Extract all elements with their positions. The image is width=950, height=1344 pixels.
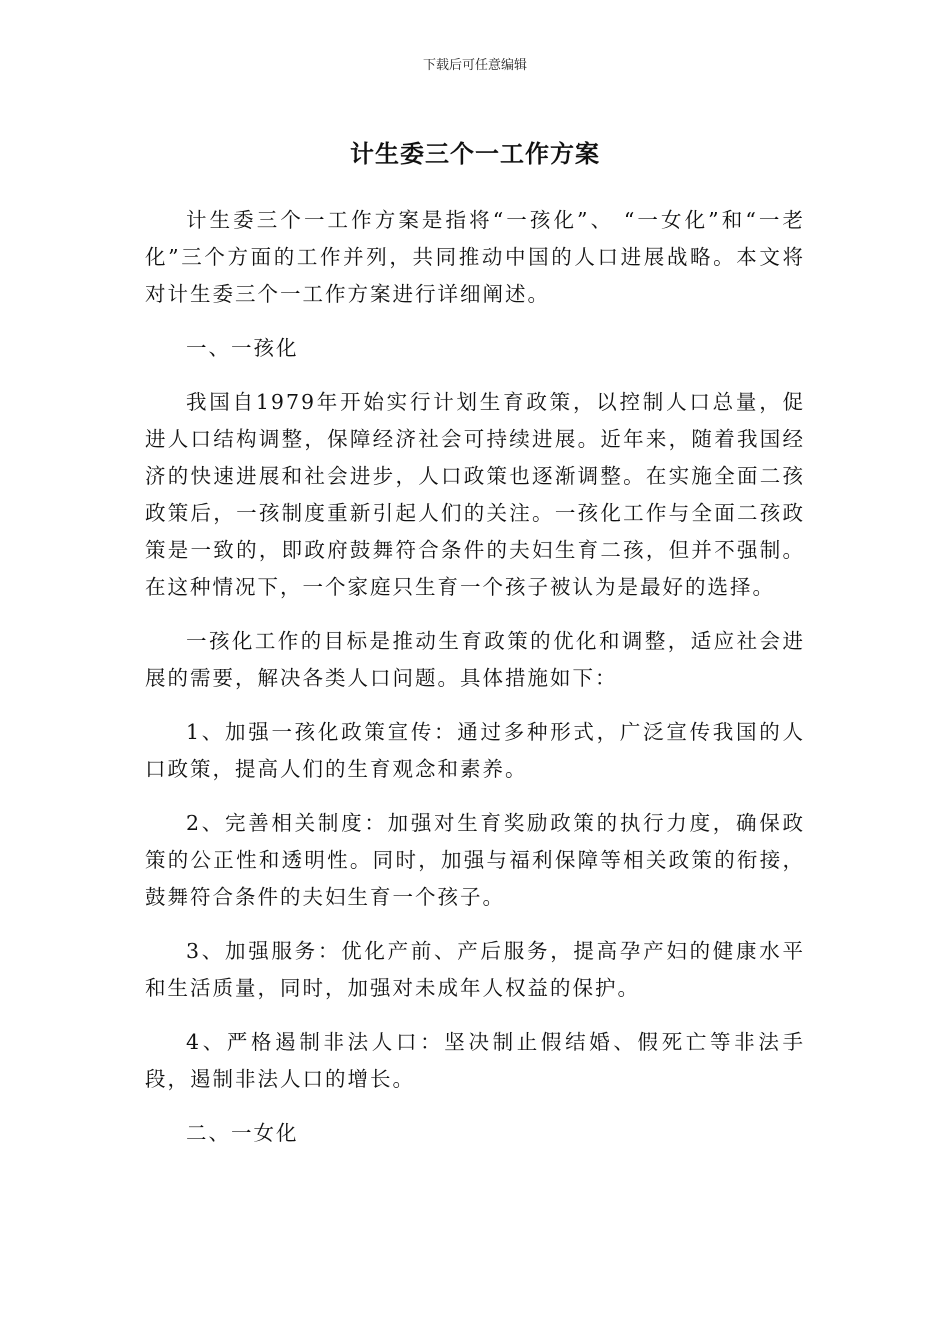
document-title: 计生委三个一工作方案 [350,140,600,168]
page-header-note: 下载后可任意编辑 [422,58,527,73]
measure-item-3: 3、加强服务：优化产前、产后服务，提高孕产妇的健康水平和生活质量，同时，加强对未成年人权益的保护。 [145,939,805,1000]
measure-item-2: 2、完善相关制度：加强对生育奖励政策的执行力度，确保政策的公正性和透明性。同时，加强与福利保障等相关政策的衔接，鼓舞符合条件的夫妇生育一个孩子。 [145,811,805,909]
measure-item-4: 4、严格遏制非法人口：坚决制止假结婚、假死亡等非法手段，遏制非法人口的增长。 [145,1030,805,1091]
document-body [145,202,805,1169]
intro-paragraph: 计生委三个一工作方案是指将“一孩化”、 “一女化”和“一老化”三个方面的工作并列，共同推动中国的人口进展战略。本文将对计生委三个一工作方案进行详细阐述。 [145,208,805,306]
body-paragraph: 我国自1979年开始实行计划生育政策，以控制人口总量，促进人口结构调整，保障经济社会可持续进展。近年来，随着我国经济的快速进展和社会进步，人口政策也逐渐调整。在实施全面二孩政策后，一孩制度重新引起人们的关注。一孩化工作与全面二孩政策是一致的，即政府鼓舞符合条件的夫妇生育二孩，但并不强制。在这种情况下，一个家庭只生育一个孩子被认为是最好的选择。 [145,390,805,599]
body-paragraph: 一孩化工作的目标是推动生育政策的优化和调整，适应社会进展的需要，解决各类人口问题。具体措施如下： [145,629,805,690]
section-heading-one-child: 一、一孩化 [186,336,299,360]
measure-item-1: 1、加强一孩化政策宣传：通过多种形式，广泛宣传我国的人口政策，提高人们的生育观念和素养。 [145,720,805,781]
section-heading-one-girl: 二、一女化 [186,1121,299,1145]
